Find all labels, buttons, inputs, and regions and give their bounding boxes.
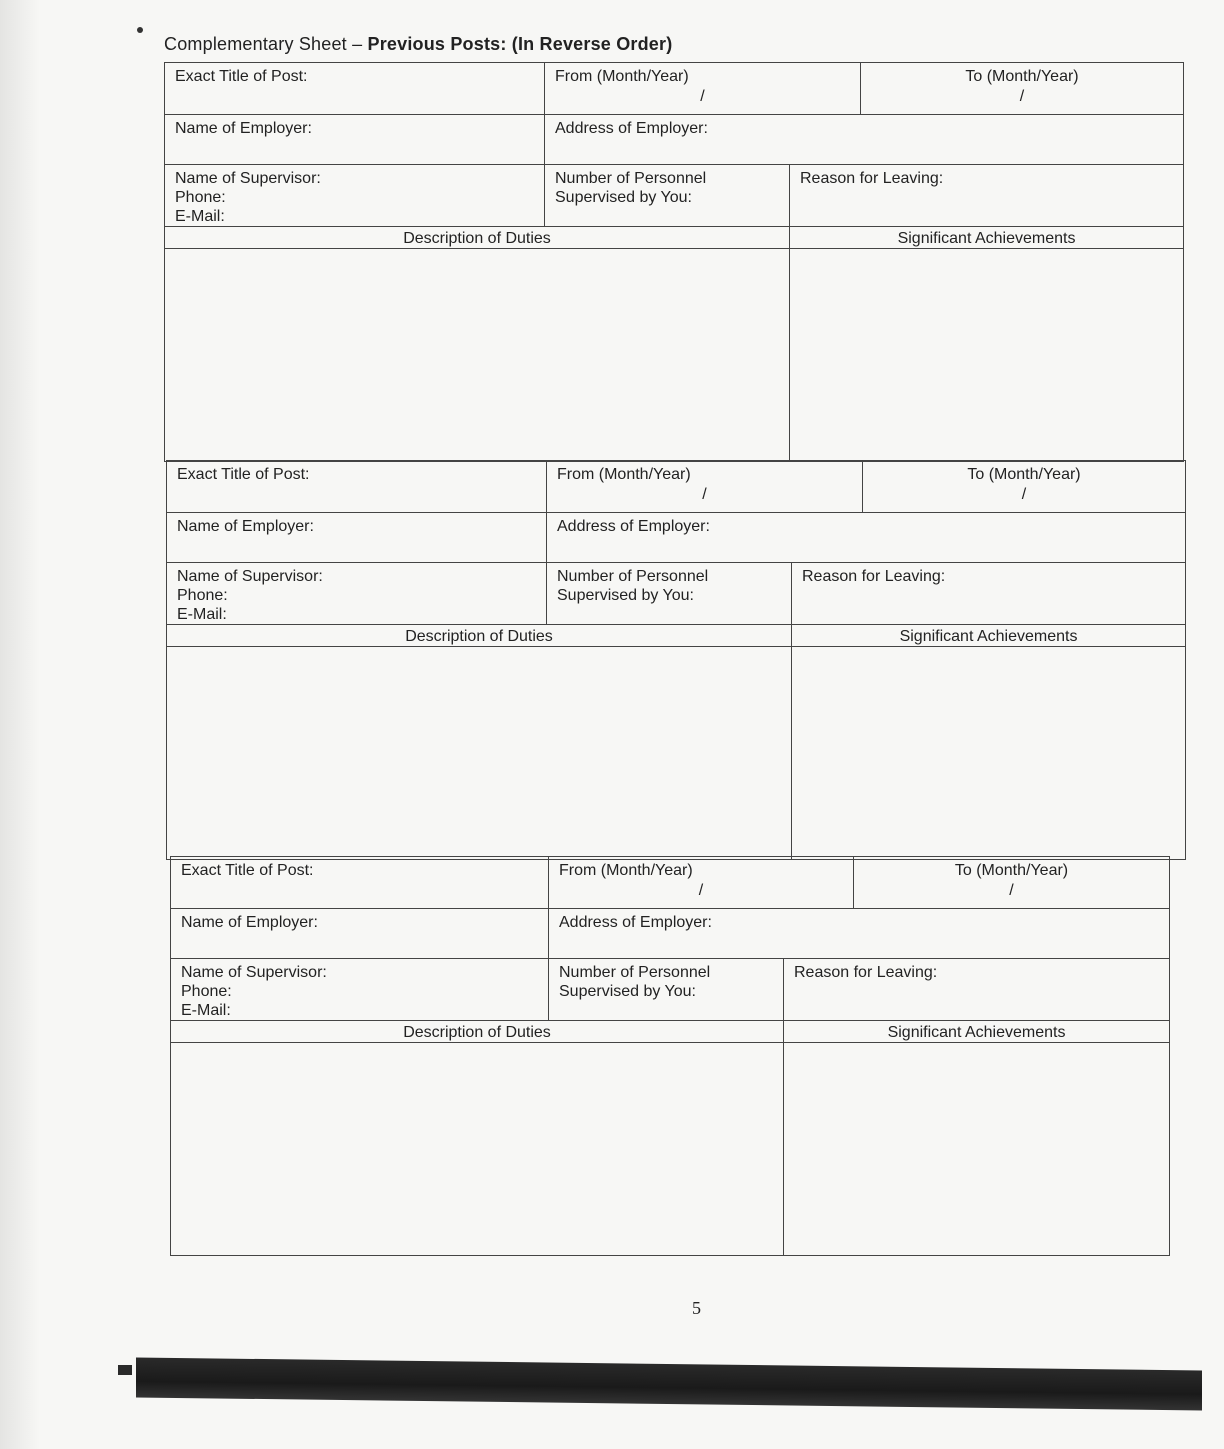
scan-mark — [118, 1365, 132, 1375]
to-label: To (Month/Year) — [954, 862, 1069, 879]
to-date-field[interactable] — [854, 857, 1170, 909]
achievements-area[interactable] — [784, 1043, 1170, 1256]
employer-address-field[interactable] — [547, 513, 1186, 563]
achievements-header — [790, 227, 1184, 249]
bullet-mark — [137, 27, 143, 33]
exact-title-label: Exact Title of Post: — [175, 68, 308, 85]
from-label: From (Month/Year) — [555, 68, 689, 85]
employer-name-field[interactable] — [165, 115, 545, 165]
exact-title-label: Exact Title of Post: — [181, 862, 314, 879]
personnel-label-line1: Number of Personnel — [557, 568, 709, 585]
personnel-label-line2: Supervised by You: — [555, 189, 692, 206]
personnel-field[interactable] — [545, 165, 790, 227]
reason-label: Reason for Leaving: — [794, 964, 938, 981]
employer-name-label: Name of Employer: — [175, 120, 312, 137]
to-slash: / — [1009, 882, 1014, 899]
duties-header — [165, 227, 790, 249]
from-date-field[interactable] — [545, 63, 861, 115]
to-date-field[interactable] — [861, 63, 1184, 115]
to-label: To (Month/Year) — [967, 466, 1081, 483]
achievements-area[interactable] — [790, 249, 1184, 462]
email-label: E-Mail: — [181, 1002, 231, 1019]
from-slash: / — [698, 882, 704, 899]
reason-field[interactable] — [790, 165, 1184, 227]
sheet-title-bold: Previous Posts: (In Reverse Order) — [367, 34, 673, 54]
to-label: To (Month/Year) — [965, 68, 1079, 85]
employer-name-field[interactable] — [167, 513, 547, 563]
supervisor-field[interactable] — [167, 563, 547, 625]
post-block-2 — [166, 460, 1186, 860]
reason-label: Reason for Leaving: — [800, 170, 944, 187]
exact-title-field[interactable] — [165, 63, 545, 115]
achievements-label: Significant Achievements — [899, 628, 1078, 645]
duties-label: Description of Duties — [403, 230, 551, 247]
duties-label: Description of Duties — [405, 628, 553, 645]
supervisor-field[interactable] — [171, 959, 549, 1021]
email-label: E-Mail: — [177, 606, 227, 623]
from-slash: / — [700, 88, 705, 105]
scan-bottom-bar — [136, 1357, 1202, 1410]
reason-field[interactable] — [792, 563, 1186, 625]
achievements-header — [792, 625, 1186, 647]
achievements-label: Significant Achievements — [887, 1024, 1066, 1041]
employer-address-field[interactable] — [545, 115, 1184, 165]
employer-address-field[interactable] — [549, 909, 1170, 959]
post-table-2 — [166, 460, 1186, 860]
sheet-title-prefix: Complementary Sheet – — [164, 34, 368, 54]
exact-title-label: Exact Title of Post: — [177, 466, 310, 483]
duties-area[interactable] — [167, 647, 792, 860]
supervisor-label: Name of Supervisor: — [175, 170, 321, 187]
employer-name-label: Name of Employer: — [177, 518, 314, 535]
personnel-field[interactable] — [547, 563, 792, 625]
supervisor-field[interactable] — [165, 165, 545, 227]
employer-name-field[interactable] — [171, 909, 549, 959]
from-label: From (Month/Year) — [559, 862, 693, 879]
employer-address-label: Address of Employer: — [555, 120, 708, 137]
phone-label: Phone: — [175, 189, 226, 206]
supervisor-label: Name of Supervisor: — [181, 964, 327, 981]
exact-title-field[interactable] — [171, 857, 549, 909]
email-label: E-Mail: — [175, 208, 225, 225]
duties-label: Description of Duties — [403, 1024, 551, 1041]
duties-area[interactable] — [165, 249, 790, 462]
duties-header — [171, 1021, 784, 1043]
phone-label: Phone: — [177, 587, 228, 604]
personnel-field[interactable] — [549, 959, 784, 1021]
post-block-1 — [164, 62, 1184, 462]
post-table-3 — [170, 856, 1170, 1256]
personnel-label-line2: Supervised by You: — [557, 587, 694, 604]
achievements-header — [784, 1021, 1170, 1043]
sheet-title — [164, 34, 672, 55]
phone-label: Phone: — [181, 983, 232, 1000]
personnel-label-line2: Supervised by You: — [559, 983, 696, 1000]
personnel-label-line1: Number of Personnel — [559, 964, 711, 981]
from-label: From (Month/Year) — [557, 466, 691, 483]
reason-field[interactable] — [784, 959, 1170, 1021]
achievements-area[interactable] — [792, 647, 1186, 860]
exact-title-field[interactable] — [167, 461, 547, 513]
from-date-field[interactable] — [549, 857, 854, 909]
duties-area[interactable] — [171, 1043, 784, 1256]
page-edge-shadow — [0, 0, 40, 1449]
duties-header — [167, 625, 792, 647]
post-block-3 — [170, 856, 1170, 1256]
employer-address-label: Address of Employer: — [557, 518, 710, 535]
supervisor-label: Name of Supervisor: — [177, 568, 323, 585]
page-number: 5 — [692, 1298, 701, 1318]
post-table-1 — [164, 62, 1184, 462]
reason-label: Reason for Leaving: — [802, 568, 946, 585]
personnel-label-line1: Number of Personnel — [555, 170, 707, 187]
to-date-field[interactable] — [863, 461, 1186, 513]
from-slash: / — [702, 486, 707, 503]
to-slash: / — [1021, 486, 1027, 503]
to-slash: / — [1019, 88, 1025, 105]
from-date-field[interactable] — [547, 461, 863, 513]
achievements-label: Significant Achievements — [897, 230, 1076, 247]
employer-name-label: Name of Employer: — [181, 914, 318, 931]
employer-address-label: Address of Employer: — [559, 914, 712, 931]
